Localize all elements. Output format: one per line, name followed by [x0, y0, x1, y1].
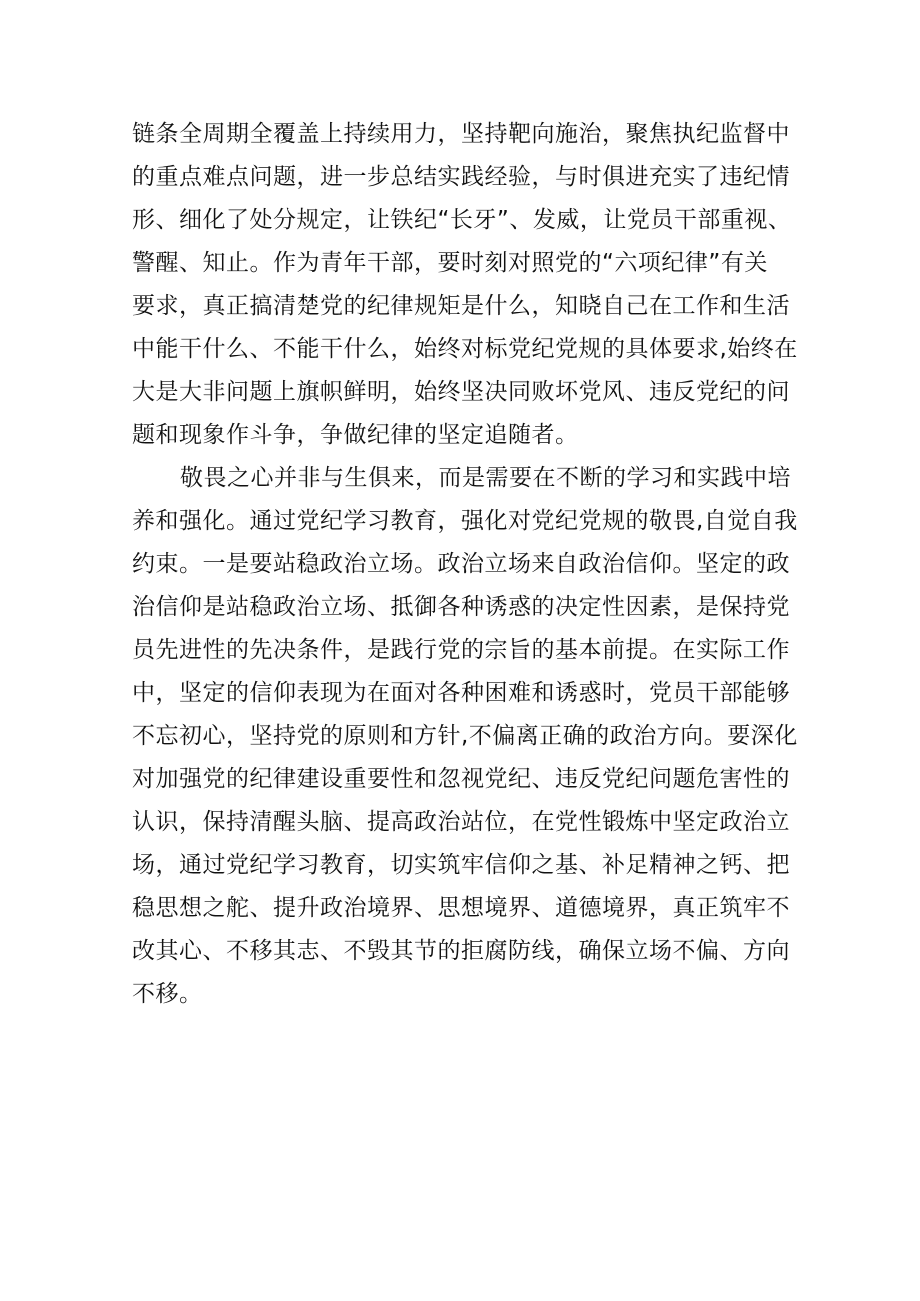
text-line: 约束。一是要站稳政治立场。政治立场来自政治信仰。坚定的政	[132, 551, 790, 577]
text-line: 大是大非问题上旗帜鲜明，始终坚决同败坏党风、违反党纪的问	[132, 379, 790, 405]
text-line: 不移。	[132, 981, 203, 1007]
text-line: 要求，真正搞清楚党的纪律规矩是什么，知晓自己在工作和生活	[132, 293, 790, 319]
text-line: 形、细化了处分规定，让铁纪“长牙”、发威，让党员干部重视、	[132, 207, 792, 233]
text-line: 警醒、知止。作为青年干部，要时刻对照党的“六项纪律”有关	[132, 250, 768, 276]
text-line: 员先进性的先决条件，是践行党的宗旨的基本前提。在实际工作	[132, 637, 790, 663]
document-body	[132, 113, 798, 1016]
text-line: 养和强化。通过党纪学习教育，强化对党纪党规的敬畏,自觉自我	[132, 508, 798, 534]
text-line: 的重点难点问题，进一步总结实践经验，与时俱进充实了违纪情	[132, 164, 790, 190]
text-line: 中，坚定的信仰表现为在面对各种困难和诱惑时，党员干部能够	[132, 680, 790, 706]
paragraph-discipline	[132, 113, 798, 457]
text-line: 改其心、不移其志、不毁其节的拒腐防线，确保立场不偏、方向	[132, 938, 790, 964]
text-line: 对加强党的纪律建设重要性和忽视党纪、违反党纪问题危害性的	[132, 766, 790, 792]
text-line: 认识，保持清醒头脑、提高政治站位，在党性锻炼中坚定政治立	[132, 809, 790, 835]
text-line: 不忘初心，坚持党的原则和方针,不偏离正确的政治方向。要深化	[132, 723, 798, 749]
text-line: 治信仰是站稳政治立场、抵御各种诱惑的决定性因素，是保持党	[132, 594, 790, 620]
text-line: 稳思想之舵、提升政治境界、思想境界、道德境界，真正筑牢不	[132, 895, 790, 921]
text-line: 题和现象作斗争，争做纪律的坚定追随者。	[132, 422, 579, 448]
text-line: 场，通过党纪学习教育，切实筑牢信仰之基、补足精神之钙、把	[132, 852, 790, 878]
paragraph-reverence	[132, 457, 798, 1016]
text-line: 中能干什么、不能干什么，始终对标党纪党规的具体要求,始终在	[132, 336, 798, 362]
text-line-first: 敬畏之心并非与生俱来，而是需要在不断的学习和实践中培	[180, 465, 791, 491]
text-line: 链条全周期全覆盖上持续用力，坚持靶向施治，聚焦执纪监督中	[132, 121, 790, 147]
